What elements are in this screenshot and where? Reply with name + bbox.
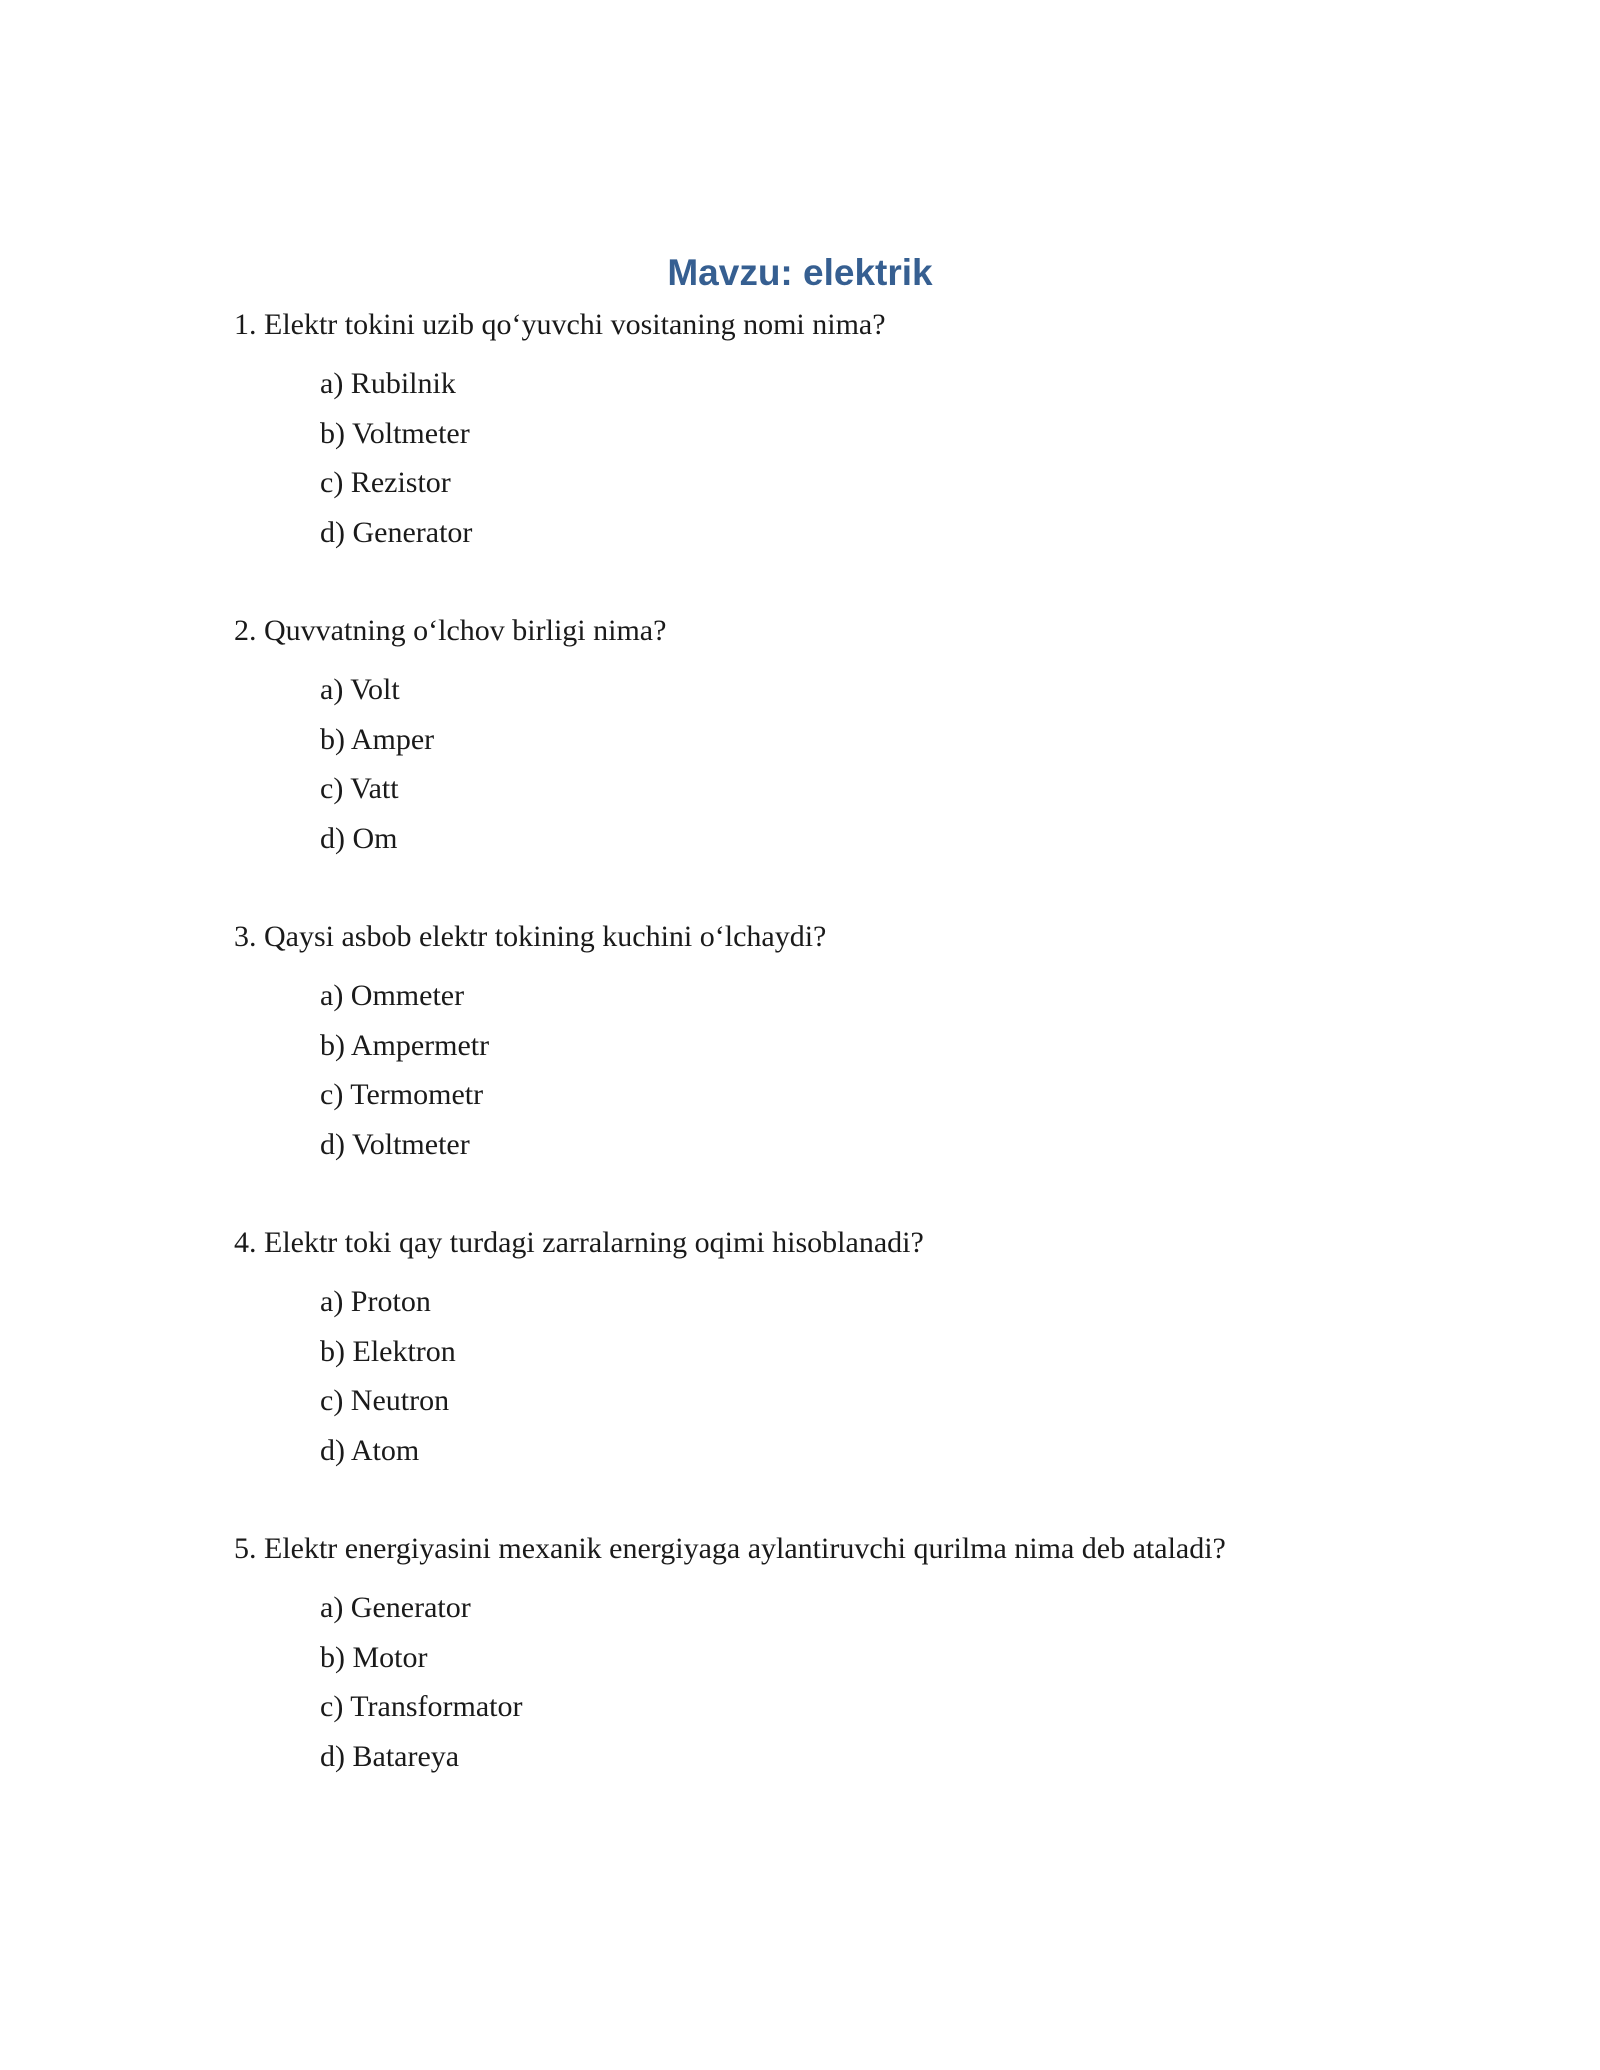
question-text: 5. Elektr energiyasini mexanik energiyaga aylantiruvchi qurilma nima deb ataladi?: [234, 1532, 1226, 1565]
question-text: 1. Elektr tokini uzib qo‘yuvchi vositaning nomi nima?: [234, 308, 886, 341]
option-b: b) Voltmeter: [320, 416, 470, 450]
option-list: [320, 359, 1434, 557]
option-b: b) Motor: [320, 1640, 428, 1674]
page-title: Mavzu: elektrik: [667, 252, 933, 293]
option-b: b) Ampermetr: [320, 1028, 490, 1062]
option-list: [320, 665, 1434, 863]
option-c: c) Termometr: [320, 1078, 484, 1111]
option-c: c) Transformator: [320, 1690, 523, 1723]
question-4: [234, 1223, 1434, 1475]
option-d: d) Voltmeter: [320, 1127, 470, 1161]
option-a: a) Rubilnik: [320, 367, 456, 400]
option-c: c) Vatt: [320, 772, 399, 805]
option-d: d) Generator: [320, 515, 473, 549]
option-a: a) Generator: [320, 1591, 471, 1624]
option-c: c) Neutron: [320, 1384, 450, 1417]
option-d: d) Batareya: [320, 1739, 460, 1773]
option-list: [320, 1583, 1434, 1781]
question-3: [234, 917, 1434, 1169]
option-list: [320, 1277, 1434, 1475]
option-list: [320, 971, 1434, 1169]
question-list: [234, 305, 1434, 1835]
option-d: d) Om: [320, 821, 398, 855]
option-d: d) Atom: [320, 1433, 420, 1467]
option-c: c) Rezistor: [320, 466, 451, 499]
question-2: [234, 611, 1434, 863]
question-1: [234, 305, 1434, 557]
option-a: a) Ommeter: [320, 979, 465, 1012]
option-b: b) Elektron: [320, 1334, 456, 1368]
question-text: 2. Quvvatning o‘lchov birligi nima?: [234, 614, 667, 647]
option-a: a) Volt: [320, 673, 400, 706]
option-a: a) Proton: [320, 1285, 431, 1318]
option-b: b) Amper: [320, 722, 435, 756]
question-text: 3. Qaysi asbob elektr tokining kuchini o‘lchaydi?: [234, 920, 827, 953]
question-text: 4. Elektr toki qay turdagi zarralarning oqimi hisoblanadi?: [234, 1226, 924, 1259]
question-5: [234, 1529, 1434, 1781]
